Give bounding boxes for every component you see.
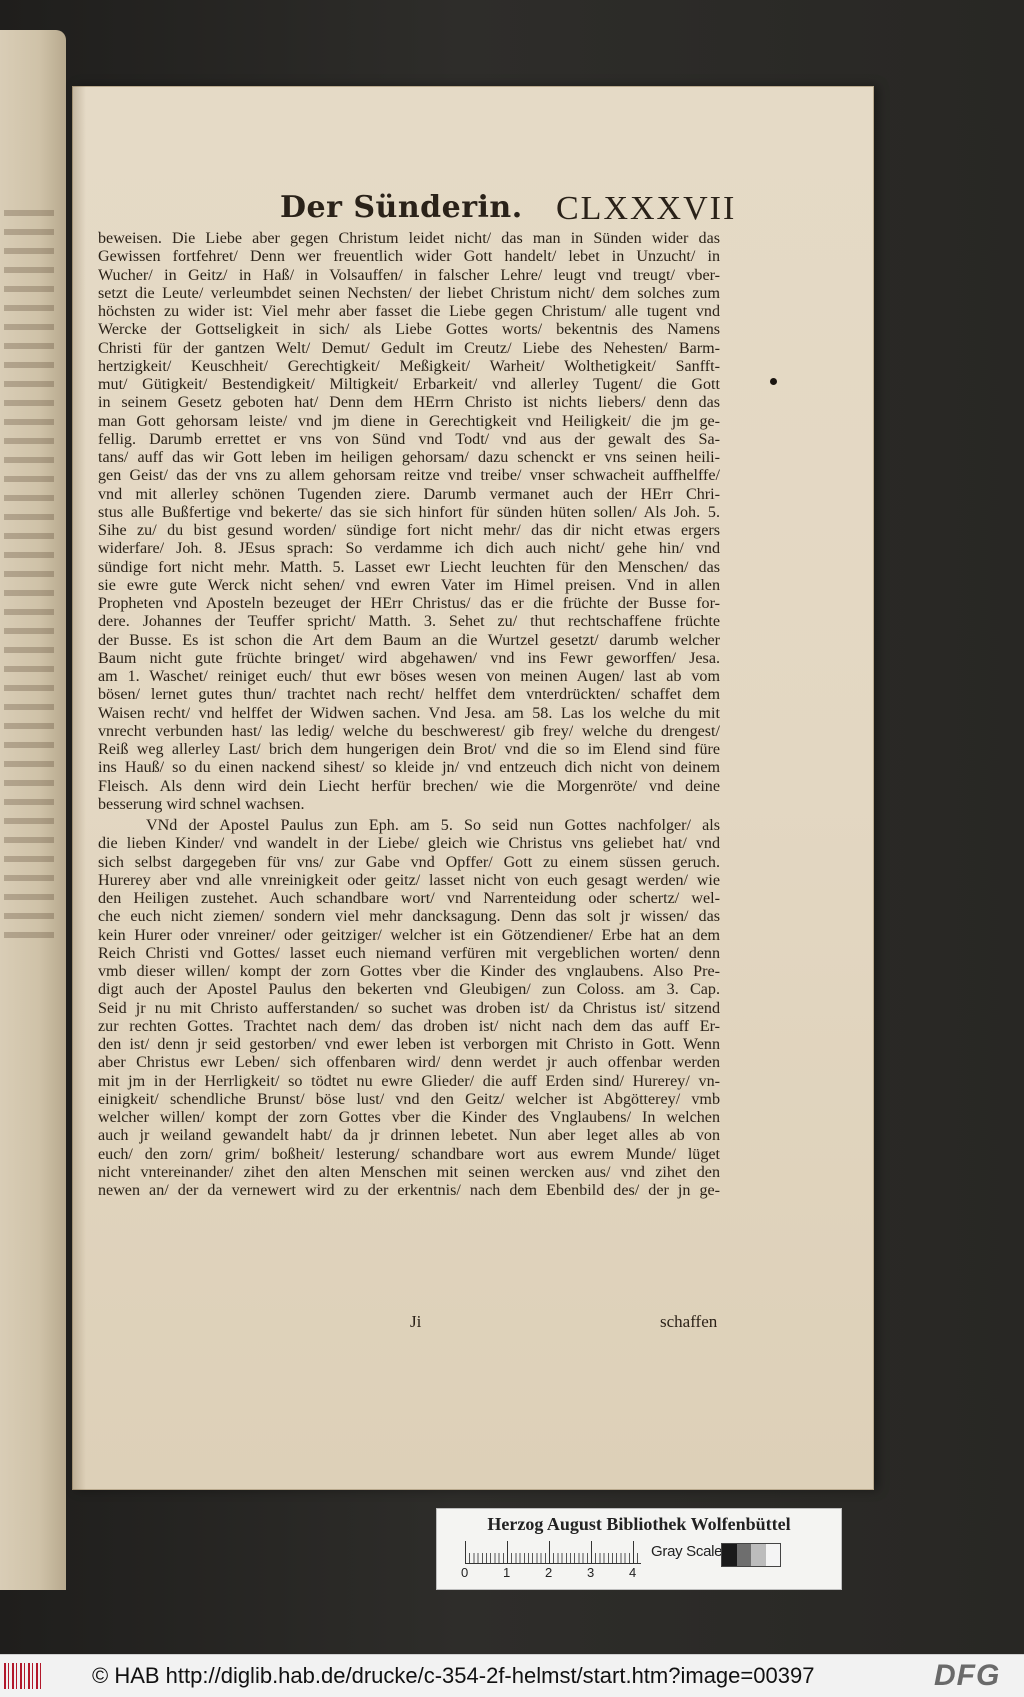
ruler-number: 3 bbox=[587, 1565, 595, 1580]
text-line: sündige fort nicht mehr. Matth. 5. Lasset ewr Liecht leuchten für den Menschen/ das bbox=[98, 558, 720, 576]
text-line: widerfare/ Joh. 8. JEsus sprach: So verdamme ich dich auch nicht/ gehe hin/ vnd bbox=[98, 540, 720, 558]
text-line: Seid jr nu mit Christo aufferstanden/ so suchet was droben ist/ da Christus ist/ sitzend bbox=[98, 999, 720, 1017]
running-title: Der Sünderin. bbox=[280, 190, 523, 225]
gray-swatches bbox=[721, 1543, 781, 1567]
text-line: stus alle Bußfertige vnd bekerte/ das sie sich hinfort für sünden hüten sollen/ Als Joh. 5. bbox=[98, 503, 720, 521]
text-line: fellig. Darumb errettet er vns von Sünd vnd Todt/ vnd aus der gewalt des Sa- bbox=[98, 430, 720, 448]
source-url[interactable]: © HAB http://diglib.hab.de/drucke/c-354-2f-helmst/start.htm?image=00397 bbox=[92, 1663, 815, 1688]
text-line: mit jm in der Herrligkeit/ so tödtet nu ewre Glieder/ die auff Erden sind/ Hurerey/ vn- bbox=[98, 1072, 720, 1090]
text-line: euch/ den zorn/ grim/ boßheit/ lesterung/ schandbare wort aus ewrem Munde/ lüget bbox=[98, 1145, 720, 1163]
text-line: vnd mit allerley schönen Tugenden ziere. Darumb vermanet auch der HErr Chri- bbox=[98, 485, 720, 503]
text-line: Sihe zu/ du bist gesund worden/ sündige fort nicht mehr/ das dir nicht etwas ergers bbox=[98, 522, 720, 539]
text-line: aber Christus ewr Leben/ sich offenbaren wird/ denn werdet jr auch offenbar werden bbox=[98, 1054, 720, 1072]
body-text bbox=[98, 230, 720, 1200]
text-line: gen Geist/ das der vns zu allem gehorsam reitze vnd treibe/ vnser schwacheit auffhelffe/ bbox=[98, 467, 720, 485]
text-line: beweisen. Die Liebe aber gegen Christum leidet nicht/ das man in Sünden wider das bbox=[98, 230, 720, 247]
gray-swatch bbox=[722, 1544, 737, 1566]
text-line: nicht vntereinander/ zihet den alten Menschen mit seinen wercken aus/ vnd zihet den bbox=[98, 1163, 720, 1181]
text-line: am 1. Waschet/ reiniget euch/ thut ewr böses wesen von meinen Augen/ last ab vom bbox=[98, 668, 720, 685]
text-line: Wucher/ in Geitz/ in Haß/ in Volsauffen/ in falscher Lehre/ leugt vnd treugt/ vber- bbox=[98, 266, 720, 284]
text-line: auch jr weiland gewandelt habt/ da jr drinnen lebetet. Nun aber leget alles ab von bbox=[98, 1127, 720, 1145]
ruler-number: 1 bbox=[503, 1565, 511, 1580]
adjacent-page-text-fragment bbox=[4, 210, 54, 950]
text-line: Reich Christi vnd Gottes/ lasset euch niemand verfüren mit vergeblichen worten/ denn bbox=[98, 944, 720, 962]
gray-swatch bbox=[766, 1544, 781, 1566]
text-line: sich selbst dargegeben für vns/ zur Gabe vnd Opffer/ Gott zu einem süssen geruch. bbox=[98, 853, 720, 871]
text-line: welcher willen/ kompt der zorn Gottes vber die Kinder des Vnglaubens/ In welchen bbox=[98, 1109, 720, 1126]
footer-bar bbox=[0, 1654, 1024, 1697]
text-line: mut/ Gütigkeit/ Bestendigkeit/ Miltigkeit/ Erbarkeit/ vnd allerley Tugent/ die Gott bbox=[98, 376, 720, 393]
gray-scale-card bbox=[436, 1508, 842, 1590]
text-line: setzt die Leute/ verleumbdet seinen Nechsten/ der liebet Christum nicht/ dem solches zum bbox=[98, 284, 720, 302]
text-line: bösen/ lernet gutes thun/ trachtet nach recht/ helffet dem vnterdrückten/ schaffet dem bbox=[98, 686, 720, 704]
text-line: man Gott gehorsam leiste/ vnd jm diene in Gerechtigkeit vnd Heiligkeit/ die jm ge- bbox=[98, 412, 720, 430]
signature-mark: Ji bbox=[410, 1312, 422, 1331]
text-line: kein Hurer oder vnreiner/ oder geitziger/ welcher ist ein Götzendiener/ Erbe hat an dem bbox=[98, 926, 720, 944]
text-line: einigkeit/ schendliche Brunst/ böse lust/ vnd den Geitz/ welcher ist Abgötterey/ vmb bbox=[98, 1090, 720, 1108]
text-line: vmb dieser willen/ kompt der zorn Gottes vber die Kinder des vnglaubens. Also Pre- bbox=[98, 963, 720, 980]
text-line: Gewissen fortfehret/ Denn wer freuentlich wider Gott handelt/ lebet in Unzucht/ in bbox=[98, 248, 720, 266]
text-line: Hurerey aber vnd alle vnreinigkeit oder geitz/ lasset nicht von euch gesagt werden/ wie bbox=[98, 871, 720, 889]
barcode-icon bbox=[4, 1663, 44, 1689]
text-line: den ist/ denn jr seid gestorben/ vnd ewer leben ist verborgen mit Christo in Gott. Wenn bbox=[98, 1036, 720, 1053]
text-line: in seinem Gesetz geboten hat/ Denn dem HErrn Christo ist nichts liebers/ denn das bbox=[98, 394, 720, 412]
text-line: sie ewre gute Werck nicht sehen/ vnd ewren Vater im Himel preisen. Vnd in allen bbox=[98, 576, 720, 594]
text-line: hertzigkeit/ Keuschheit/ Gerechtigkeit/ Meßigkeit/ Warheit/ Wolthetigkeit/ Sanfft- bbox=[98, 357, 720, 375]
text-line: Fleisch. Als denn wird dein Liecht herfür brechen/ wie die Morgenröte/ vnd deine bbox=[98, 777, 720, 795]
text-line: Propheten vnd Aposteln bezeuget der HErr Christus/ das er die früchte der Busse for- bbox=[98, 595, 720, 612]
text-line: Baum nicht gute früchte bringet/ wird abgehawen/ vnd ins Fewr geworffen/ Jesa. bbox=[98, 649, 720, 667]
text-line: newen an/ der da vernewert wird zu der erkentnis/ nach dem Ebenbild des/ der jn ge- bbox=[98, 1182, 720, 1199]
dfg-logo: DFG bbox=[934, 1659, 1001, 1692]
text-line: ins Hauß/ so du einen nackend sihest/ so kleide jn/ vnd entzeuch dich nicht von deinem bbox=[98, 759, 720, 777]
measurement-ruler bbox=[465, 1541, 641, 1564]
page-gutter-shadow bbox=[72, 86, 86, 1490]
text-line: dere. Johannes der Teuffer spricht/ Matth. 3. Sehet zu/ thut rechtschaffene früchte bbox=[98, 613, 720, 631]
gray-swatch bbox=[751, 1544, 766, 1566]
ink-speck bbox=[770, 378, 777, 385]
ruler-number: 4 bbox=[629, 1565, 637, 1580]
text-line: VNd der Apostel Paulus zun Eph. am 5. So seid nun Gottes nachfolger/ als bbox=[146, 817, 720, 834]
ruler-number: 2 bbox=[545, 1565, 553, 1580]
text-line: der Busse. Es ist schon die Art dem Baum an die Wurtzel gesetzt/ darumb welcher bbox=[98, 631, 720, 649]
text-line: Christi für der gantzen Welt/ Demut/ Gedult im Creutz/ Liebe des Nehesten/ Barm- bbox=[98, 339, 720, 357]
library-name: Herzog August Bibliothek Wolfenbüttel bbox=[487, 1514, 791, 1534]
text-line: besserung wird schnel wachsen. bbox=[98, 795, 305, 813]
text-line: die lieben Kinder/ vnd wandelt in der Liebe/ gleich wie Christus vns geliebet hat/ vnd bbox=[98, 835, 720, 853]
gray-scale-label: Gray Scale bbox=[651, 1543, 723, 1560]
text-line: Waisen recht/ vnd helffet der Widwen sachen. Vnd Jesa. am 58. Las los welche du mit bbox=[98, 704, 720, 722]
gray-swatch bbox=[737, 1544, 752, 1566]
text-line: den Heiligen zustehet. Auch schandbare wort/ vnd Narrenteidung oder schertz/ wel- bbox=[98, 890, 720, 907]
catchword: schaffen bbox=[660, 1312, 718, 1331]
text-line: Wercke der Gottseligkeit in sich/ als Liebe Gottes worts/ bekentnis des Namens bbox=[98, 321, 720, 339]
text-line: digt auch der Apostel Paulus den bekerten vnd Gleubigen/ zun Coloss. am 3. Cap. bbox=[98, 981, 720, 999]
text-line: zur rechten Gottes. Trachtet nach dem/ das droben ist/ nicht nach dem das auff Er- bbox=[98, 1017, 720, 1035]
adjacent-page-edge bbox=[0, 30, 66, 1590]
text-line: vnrecht verbunden hast/ las ledig/ welche du beschwerest/ gib frey/ welche du drengest/ bbox=[98, 722, 720, 740]
ruler-number: 0 bbox=[461, 1565, 469, 1580]
text-line: che euch nicht ziemen/ sondern viel mehr dancksagung. Denn das solt jr wissen/ das bbox=[98, 908, 720, 926]
text-line: tans/ auff das wir Gott leben im heiligen gehorsam/ dazu schenckt er vns seinen heili- bbox=[98, 449, 720, 466]
text-line: Reiß weg allerley Last/ brich dem hungerigen dein Brot/ vnd die so im Elend sind füre bbox=[98, 741, 720, 758]
text-line: höchsten zu wider ist: Viel mehr aber fasset die Liebe gegen Christum/ alle tugent vnd bbox=[98, 303, 720, 320]
folio-number: CLXXXVII bbox=[556, 190, 737, 227]
